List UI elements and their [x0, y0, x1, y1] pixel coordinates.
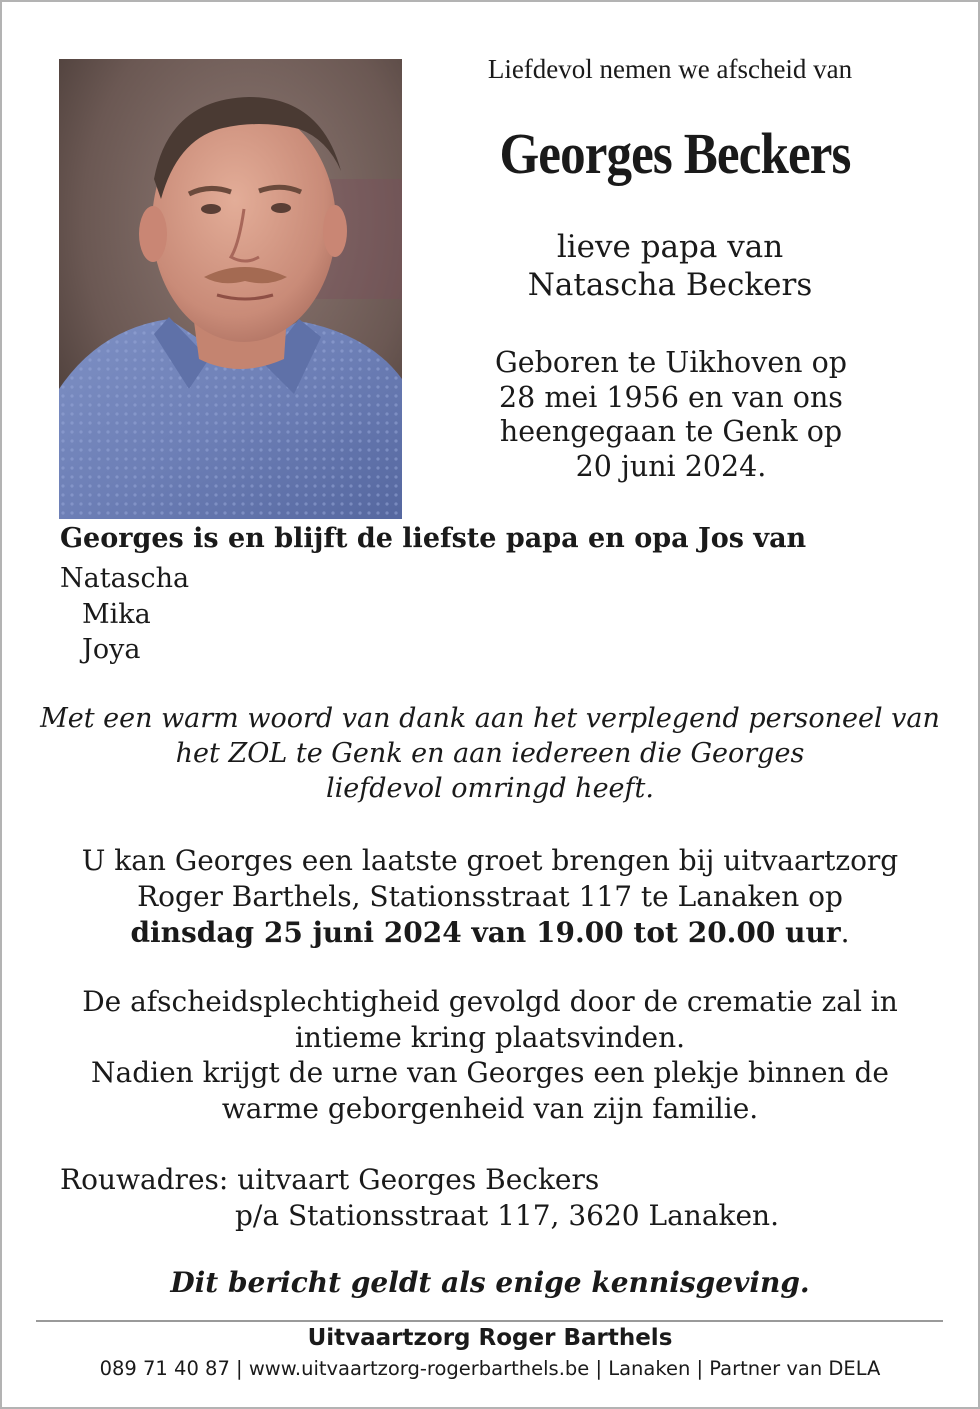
thanks-line: het ZOL te Genk en aan iedereen die Georges [175, 738, 805, 769]
relation-line: Natascha Beckers [527, 267, 813, 303]
family-names [60, 561, 189, 668]
address-line: Rouwadres: uitvaart Georges Beckers [60, 1163, 600, 1196]
deceased-name: Georges Beckers [499, 121, 851, 186]
birth-death-line: 28 mei 1956 en van ons [499, 380, 843, 414]
notice-text: Dit bericht geldt als enige kennisgeving. [170, 1266, 810, 1299]
visitation-block [40, 843, 940, 951]
visitation-datetime [40, 915, 940, 951]
thanks-line: liefdevol omringd heeft. [326, 773, 654, 804]
family-intro: Georges is en blijft de liefste papa en opa Jos van [60, 523, 807, 554]
ceremony-line: De afscheidsplechtigheid gevolgd door de crematie zal in [82, 985, 898, 1018]
family-name: Natascha [60, 563, 190, 594]
intro-text: Liefdevol nemen we afscheid van [487, 54, 853, 84]
visitation-date: dinsdag 25 juni 2024 van 19.00 tot 20.00 uur [130, 916, 841, 949]
birth-death-block [440, 346, 902, 484]
thanks-block [40, 701, 940, 806]
ceremony-line: warme geborgenheid van zijn familie. [221, 1091, 759, 1125]
ceremony-line: Nadien krijgt de urne van Georges een plekje binnen de [91, 1056, 889, 1089]
family-name: Joya [82, 634, 141, 665]
visitation-line: U kan Georges een laatste groet brengen bij uitvaartzorg [81, 844, 899, 877]
portrait-illustration [59, 59, 402, 519]
birth-death-line: heengegaan te Genk op [499, 415, 843, 448]
funeral-home-name: Uitvaartzorg Roger Barthels [307, 1325, 673, 1351]
ceremony-block [40, 984, 940, 1126]
relation-block [440, 228, 900, 304]
birth-death-line: Geboren te Uikhoven op [494, 346, 848, 379]
visitation-line: Roger Barthels, Stationsstraat 117 te Lanaken op [137, 880, 843, 913]
portrait-photo [59, 59, 402, 519]
birth-death-line: 20 juni 2024. [575, 449, 767, 483]
address-line: p/a Stationsstraat 117, 3620 Lanaken. [235, 1199, 779, 1232]
thanks-line: Met een warm woord van dank aan het verplegend personeel van [40, 703, 940, 734]
ceremony-line: intieme kring plaatsvinden. [294, 1020, 686, 1054]
visitation-punctuation: . [840, 916, 850, 949]
relation-line: lieve papa van [556, 229, 784, 265]
family-name: Mika [82, 598, 151, 630]
footer-divider [36, 1320, 943, 1322]
mourning-address [60, 1162, 779, 1234]
funeral-home-contact: 089 71 40 87 | www.uitvaartzorg-rogerbarthels.be | Lanaken | Partner van DELA [99, 1357, 881, 1380]
